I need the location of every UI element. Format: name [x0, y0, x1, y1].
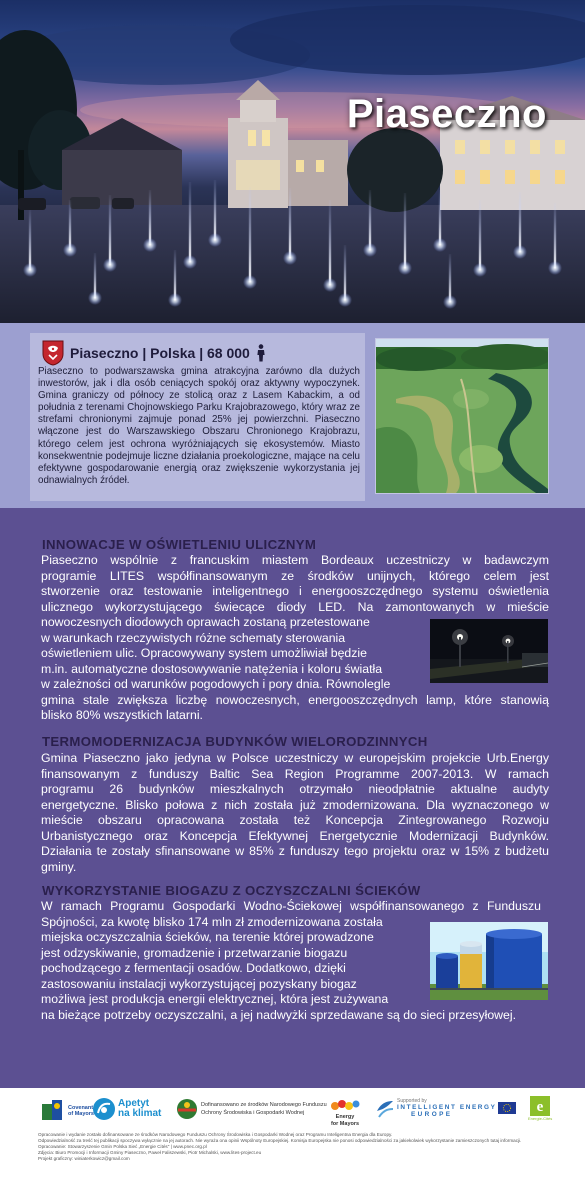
- iee-name: INTELLIGENT ENERGY: [397, 1104, 497, 1111]
- fountain-light: [398, 261, 412, 275]
- section-line: stworzenie oraz testowanie inteligentnego i energooszczędnego systemu oświetlenia: [41, 584, 549, 598]
- fountain-jet: [554, 203, 556, 268]
- fountain-jet: [439, 190, 441, 245]
- section-line: gmina stale zwiększa liczbę nowoczesnych, energooszczędnych lamp, które stanowią: [41, 692, 549, 707]
- fountain-light: [283, 251, 297, 265]
- city-description: Piaseczno to podwarszawska gmina atrakcyjna zarówno dla dużych inwestorów, jak i dla osób ceniących spokój oraz aktywny wypoczynek. Gmina graniczy od północy ze stolicą oraz z Lasem Kabackim, a od południa z terenami Chojnowskiego Parku Krajobrazowego, który wraz ze strefami chronionymi zajmuje ponad 25% jej powierzchni. Piaseczno włączone jest do Warszawskiego Obszaru Chronionego Krajobrazu, którego celem jest ochrona wyróżniających się ekosystemów. Miasto konsekwentnie podejmuje liczne działania proekologiczne, mające na celu efektywne gospodarowanie energią oraz zwiększenie wykorzystania jej odnawialnych źródeł.: [38, 366, 360, 486]
- nfosigw-line-2: Ochrony Środowiska i Gospodarki Wodnej: [201, 1110, 305, 1116]
- section-line: na bieżące potrzeby oczyszczalni, a jej nadwyżki sprzedawane są do sieci przesyłowej.: [41, 1007, 517, 1022]
- apetyt-line-2: na klimat: [118, 1108, 162, 1119]
- section-line: ulicznego wykorzystującego świecące diody LED. Na zamontowanych w mieście: [41, 599, 549, 614]
- section-line: Piaseczno wspólnie z francuskim miastem Bordeaux uczestniczy w badawczym: [41, 553, 549, 567]
- fountain-jet: [329, 200, 331, 285]
- energy-line-2: for Mayors: [330, 1120, 360, 1127]
- apetyt-line-1: Apetyt: [118, 1098, 150, 1109]
- fountain-jet: [29, 210, 31, 270]
- svg-text:e: e: [536, 1099, 544, 1115]
- energie-cites-label: Energie-Cités: [528, 1116, 553, 1121]
- footer-note: Opracowanie i wydanie zostało dofinansowane ze środków Narodowego Funduszu Ochrony Środowiska i Gospodarki Wodnej oraz Programu Inteligentna Energia dla Europy.: [38, 1132, 393, 1137]
- fountain-light: [63, 243, 77, 257]
- fountain-light: [323, 278, 337, 292]
- fountain-light: [443, 295, 457, 309]
- river-landscape-photo: [376, 339, 548, 493]
- section-line: Urbanistycznego oraz Koncepcja Efektywnej Energetycznie Modernizacji Budynków.: [41, 828, 549, 843]
- fountain-jet: [214, 180, 216, 240]
- fountain-light: [243, 275, 257, 289]
- section-line: w zależności od warunków pogodowych i pory dnia. Równolegle: [41, 677, 391, 691]
- section-line: zastosowaniu instalacji wykorzystującej pozyskany biogaz: [41, 976, 357, 991]
- fountain-light: [473, 263, 487, 277]
- hero-photo-town-square-fountains: [0, 0, 585, 323]
- covenant-of-mayors-icon: [40, 1098, 66, 1124]
- hero-banner: [0, 0, 585, 323]
- fountain-light: [548, 261, 562, 275]
- fountain-light: [103, 258, 117, 272]
- apetyt-globe-icon: [92, 1097, 116, 1121]
- fountain-jet: [289, 188, 291, 258]
- section-line: finansowanym z funduszy Baltic Sea Region Programme 2007-2013. W ramach: [41, 766, 549, 781]
- fountain-light: [208, 233, 222, 247]
- fountain-jet: [174, 250, 176, 300]
- section-line: Spójności, za kwotę blisko 174 mln zł zmodernizowana została: [41, 914, 383, 929]
- intelligent-energy-icon: [375, 1097, 395, 1119]
- apetyt-na-klimat-logo: [92, 1097, 161, 1121]
- fountain-jet: [369, 190, 371, 250]
- fountain-light: [433, 238, 447, 252]
- fountain-jet: [519, 192, 521, 252]
- covenant-line-1: Covenant: [68, 1104, 94, 1111]
- main-content: [0, 508, 585, 1088]
- biogas-tanks-photo: [430, 922, 548, 1000]
- iee-europe: EUROPE: [411, 1111, 453, 1118]
- fountain-light: [183, 255, 197, 269]
- section-line: blisko 80% wszystkich latarni.: [41, 708, 203, 722]
- fountain-jet: [69, 200, 71, 250]
- footer-note: Odpowiedzialność za treść tej publikacji spoczywa wyłącznie na jej autorach. Nie wyraża ona opinii Wspólnoty Europejskiej. Komisja Europejska nie ponosi odpowiedzialności za jakiekolwiek wykorzystanie zamieszczonych tutaj informacji.: [38, 1137, 522, 1143]
- section-line: pochodzącego z fermentacji osadów. Dodatkowo, dzięki: [41, 961, 346, 975]
- footer-note: Zdjęcia: Biuro Promocji i Informacji Gminy Piaseczno, Paweł Faliszewski, Piotr Michalski, www.lites-project.eu: [38, 1149, 262, 1155]
- covenant-line-2: of Mayors: [68, 1111, 94, 1117]
- footer-notes: [38, 1132, 558, 1162]
- fountain-light: [363, 243, 377, 257]
- section-line: Gmina Piaseczno jako jedyna w Polsce uczestniczy w europejskim projekcie Urb.Energy: [41, 751, 549, 765]
- fountain-jet: [189, 182, 191, 262]
- fountain-light: [23, 263, 37, 277]
- section-line: mieście obszaru opracowana została też Koncepcja Zintegrowanego Rozwoju: [41, 813, 549, 827]
- section-line: nowoczesnych diodowych oprawach zostaną przetestowane: [41, 615, 370, 629]
- fountain-light: [168, 293, 182, 307]
- person-icon: [256, 344, 266, 362]
- energie-cites-icon: [530, 1096, 550, 1116]
- intelligent-energy-europe-logo: [375, 1097, 516, 1119]
- energy-for-mayors-icon: [330, 1098, 360, 1114]
- eu-flag-icon: [498, 1102, 516, 1114]
- nfosigw-logo: [176, 1098, 327, 1120]
- city-title: Piaseczno | Polska | 68 000: [70, 345, 250, 361]
- section-title-thermal-modernization: TERMOMODERNIZACJA BUDYNKÓW WIELORODZINNYCH: [42, 734, 428, 749]
- fountain-light: [338, 293, 352, 307]
- energy-for-mayors-logo: [330, 1098, 360, 1127]
- nfosigw-icon: [176, 1098, 198, 1120]
- fountain-jet: [344, 245, 346, 300]
- section-line: m.in. automatyczne dostosowywanie natężenia i koloru światła: [41, 661, 383, 676]
- section-line: w warunkach rzeczywistych różne schematy sterowania: [41, 630, 346, 645]
- city-info-panel: [0, 323, 585, 508]
- section-line: jest odzyskiwanie, gromadzenie i przetwarzanie biogazu: [41, 945, 348, 960]
- hero-title: Piaseczno: [346, 92, 547, 136]
- fountain-jet: [404, 193, 406, 268]
- fountain-jet: [109, 195, 111, 265]
- fountain-jet: [249, 187, 251, 282]
- section-title-street-lighting: INNOWACJE W OŚWIETLENIU ULICZNYM: [42, 537, 317, 552]
- section-line: programie LITES współfinansowanym ze środków unijnych, którego celem jest: [41, 568, 549, 583]
- footer-note: Projekt graficzny: winiaterkowicz@gmail.com: [38, 1155, 130, 1161]
- section-line: możliwa jest produkcja energii elektrycznej, która jest zużywana: [41, 992, 389, 1006]
- section-line: W ramach Programu Gospodarki Wodno-Ściekowej współfinansowanego z Funduszu: [41, 899, 541, 913]
- fountain-light: [143, 238, 157, 252]
- nfosigw-line-1: Dofinansowano ze środków Narodowego Funduszu: [201, 1101, 327, 1108]
- night-street-led-photo: [430, 619, 548, 683]
- footer: [0, 1088, 585, 1192]
- city-header: [42, 340, 266, 366]
- crest-icon: [42, 340, 64, 366]
- section-line: gminy.: [41, 859, 77, 874]
- section-line: miejska oczyszczalnia ścieków, na terenie której prowadzone: [41, 930, 374, 944]
- covenant-of-mayors-logo: [40, 1098, 94, 1124]
- section-line: programu 26 budynków mieszkalnych otrzymało nieodpłatnie aktualne audyty: [41, 782, 549, 796]
- section-title-biogas: WYKORZYSTANIE BIOGAZU Z OCZYSZCZALNI ŚCIEKÓW: [42, 883, 421, 898]
- energie-cites-logo: [528, 1096, 552, 1121]
- fountain-jet: [479, 200, 481, 270]
- fountain-jet: [449, 254, 451, 302]
- section-line: Działania te zostały sfinansowane w 85% z funduszy tego projektu oraz w 15% z budżetu: [41, 844, 549, 858]
- iee-supported: Supported by: [397, 1098, 427, 1104]
- section-text-thermal-modernization: [41, 751, 549, 875]
- energy-line-1: Energy: [335, 1114, 355, 1120]
- fountain-light: [513, 245, 527, 259]
- section-line: energetyczne. Blisko połowa z nich została już zmodernizowana. Dla wyznaczonego w: [41, 797, 549, 812]
- section-line: oświetleniem ulic. Opracowywany system umożliwiał będzie: [41, 646, 367, 660]
- fountain-jet: [149, 190, 151, 245]
- footer-note: Opracowanie: Stowarzyszenie Gmin Polska Sieć „Energie Cités" | www.pnec.org.pl: [38, 1143, 207, 1149]
- fountain-light: [88, 291, 102, 305]
